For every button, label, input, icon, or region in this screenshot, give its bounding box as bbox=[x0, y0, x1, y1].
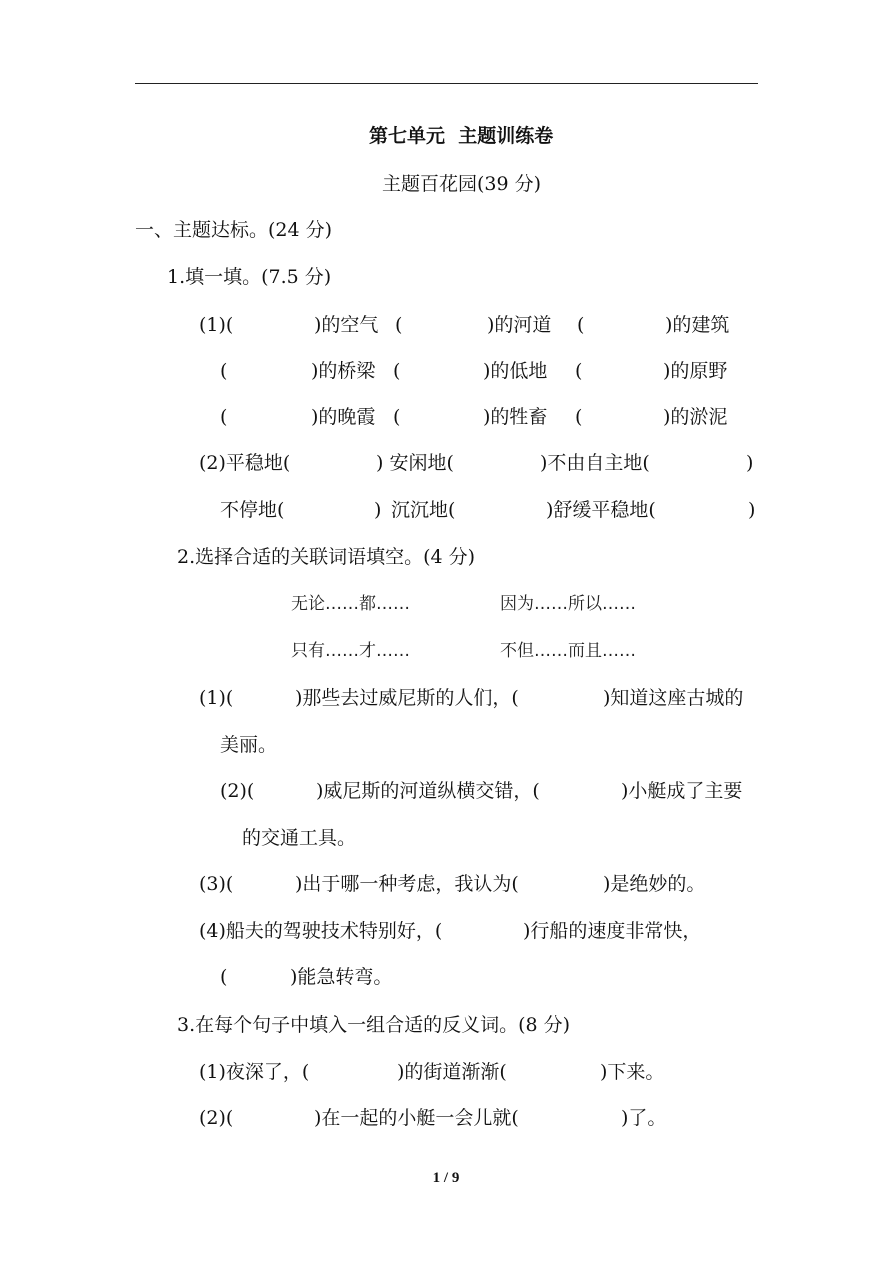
text-fragment: )知道这座古城的 bbox=[603, 687, 744, 709]
text-fragment: )的牲畜 bbox=[483, 406, 548, 428]
text-fragment: 美丽。 bbox=[220, 734, 278, 756]
text-fragment: )的低地 bbox=[483, 360, 548, 382]
text-fragment: (3)( bbox=[199, 873, 234, 895]
header-rule bbox=[135, 83, 758, 84]
section-heading: 一、主题达标。(24 分) bbox=[135, 219, 333, 241]
text-fragment: ( bbox=[575, 406, 583, 428]
text-fragment: ( bbox=[395, 314, 403, 336]
text-fragment: )行船的速度非常快， bbox=[523, 920, 702, 942]
text-fragment: 沉沉地( bbox=[391, 499, 456, 521]
question-1-heading: 1.填一填。(7.5 分) bbox=[167, 266, 332, 288]
question-2-heading: 2.选择合适的关联词语填空。(4 分) bbox=[177, 546, 476, 568]
text-fragment: 不停地( bbox=[220, 499, 285, 521]
text-fragment: )的河道 bbox=[487, 314, 552, 336]
option: 因为……所以…… bbox=[500, 594, 636, 614]
text-fragment: )是绝妙的。 bbox=[603, 873, 706, 895]
option: 不但……而且…… bbox=[500, 641, 636, 661]
text-fragment: ) bbox=[748, 499, 756, 521]
option: 只有……才…… bbox=[291, 641, 410, 661]
text-fragment: ) bbox=[374, 499, 382, 521]
text-fragment: ( bbox=[220, 406, 228, 428]
text-fragment: )下来。 bbox=[600, 1061, 665, 1083]
text-fragment: )舒缓平稳地( bbox=[546, 499, 656, 521]
text-fragment: ) bbox=[746, 452, 754, 474]
text-fragment: )的淤泥 bbox=[663, 406, 728, 428]
text-fragment: )不由自主地( bbox=[540, 452, 650, 474]
text-fragment: )那些去过威尼斯的人们，( bbox=[295, 687, 519, 709]
text-fragment: (4)船夫的驾驶技术特别好，( bbox=[199, 920, 443, 942]
text-fragment: ( bbox=[393, 360, 401, 382]
subtitle: 主题百花园(39 分) bbox=[382, 173, 542, 195]
text-fragment: ( bbox=[393, 406, 401, 428]
text-fragment: )的晚霞 bbox=[311, 406, 376, 428]
text-fragment: )的桥梁 bbox=[311, 360, 376, 382]
text-fragment: ( bbox=[220, 360, 228, 382]
text-fragment: )了。 bbox=[621, 1107, 667, 1129]
text-fragment: ( bbox=[577, 314, 585, 336]
text-fragment: )在一起的小艇一会儿就( bbox=[314, 1107, 519, 1129]
text-fragment: )的建筑 bbox=[665, 314, 730, 336]
text-fragment: )出于哪一种考虑，我认为( bbox=[295, 873, 519, 895]
text-fragment: )能急转弯。 bbox=[290, 966, 393, 988]
page-title: 第七单元 主题训练卷 bbox=[369, 125, 554, 147]
text-fragment: (1)( bbox=[199, 687, 234, 709]
text-fragment: (1)夜深了，( bbox=[199, 1061, 310, 1083]
text-fragment: (2)平稳地( bbox=[199, 452, 291, 474]
text-fragment: )小艇成了主要 bbox=[621, 780, 743, 802]
text-fragment: )威尼斯的河道纵横交错，( bbox=[316, 780, 540, 802]
text-fragment: (1)( bbox=[199, 314, 234, 336]
text-fragment: ) 安闲地( bbox=[376, 452, 454, 474]
text-fragment: ( bbox=[575, 360, 583, 382]
question-3-heading: 3.在每个句子中填入一组合适的反义词。(8 分) bbox=[177, 1014, 571, 1036]
text-fragment: 的交通工具。 bbox=[242, 827, 357, 849]
text-fragment: )的街道渐渐( bbox=[397, 1061, 507, 1083]
option: 无论……都…… bbox=[291, 594, 410, 614]
page-number: 1 / 9 bbox=[432, 1170, 460, 1186]
text-fragment: (2)( bbox=[220, 780, 255, 802]
text-fragment: )的空气 bbox=[314, 314, 379, 336]
text-fragment: ( bbox=[220, 966, 228, 988]
text-fragment: (2)( bbox=[199, 1107, 234, 1129]
text-fragment: )的原野 bbox=[663, 360, 728, 382]
